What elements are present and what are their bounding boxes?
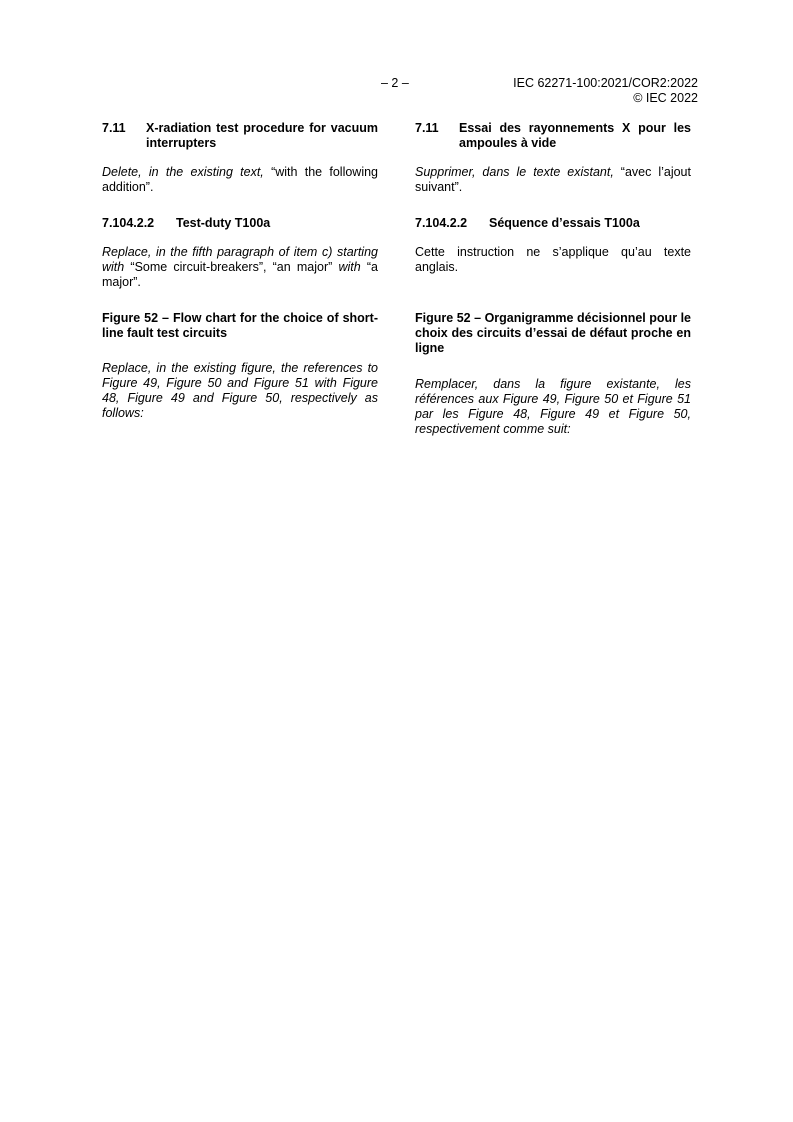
en-figure-52-body [102, 361, 378, 421]
fr-section-7-11 [415, 121, 691, 151]
section-number: 7.11 [415, 121, 439, 135]
section-title: X-radiation test procedure for vacuum interrupters [146, 121, 378, 150]
fr-section-7-104-2-2-heading [415, 216, 691, 231]
instruction-text-end: “a major”. [102, 260, 378, 289]
en-section-7-104-2-2-heading [102, 216, 378, 231]
instruction-connector: with [338, 260, 361, 274]
section-number: 7.104.2.2 [102, 216, 155, 230]
en-section-7-11 [102, 121, 378, 151]
instruction-text: “with the following addition”. [102, 165, 379, 194]
fr-figure-52-body [415, 377, 691, 437]
en-section-7-11-body [102, 165, 378, 195]
document-header [513, 76, 698, 106]
page-number: – 2 – [381, 76, 409, 90]
section-number: 7.11 [102, 121, 126, 135]
instruction-verb: Replace, in the fifth paragraph of item c) starting with [102, 245, 378, 274]
fr-section-7-104-2-2 [415, 216, 691, 231]
section-title: Essai des rayonnements X pour les ampoules à vide [459, 121, 691, 150]
copyright-notice: © IEC 2022 [633, 91, 698, 105]
instruction-verb: Supprimer, dans le texte existant, [415, 165, 614, 179]
section-number: 7.104.2.2 [415, 216, 468, 230]
instruction-verb: Delete, in the existing text, [102, 165, 264, 179]
instruction-text: “Some circuit-breakers”, “an major” [124, 260, 339, 274]
section-title: Séquence d’essais T100a [489, 216, 640, 230]
instruction-text: Remplacer, dans la figure existante, les références aux Figure 49, Figure 50 et Figure 51 par les Figure 48, Figure 49 et Figure 50, respectivement comme suit: [415, 377, 691, 436]
fr-section-7-11-body [415, 165, 691, 195]
en-section-7-11-heading [102, 121, 378, 151]
fr-section-7-104-2-2-body: Cette instruction ne s’applique qu’au texte anglais. [415, 245, 691, 274]
en-section-7-104-2-2 [102, 216, 378, 231]
fr-figure-52-title: Figure 52 – Organigramme décisionnel pour le choix des circuits d’essai de défaut proche en ligne [415, 311, 691, 355]
instruction-text: Replace, in the existing figure, the references to Figure 49, Figure 50 and Figure 51 with Figure 48, Figure 49 and Figure 50, respectively as follows: [102, 361, 378, 420]
instruction-text: “avec l’ajout suivant”. [415, 165, 691, 194]
fr-section-7-11-heading [415, 121, 691, 151]
document-id: IEC 62271-100:2021/COR2:2022 [513, 76, 698, 90]
en-figure-52-title: Figure 52 – Flow chart for the choice of short-line fault test circuits [102, 311, 378, 340]
section-title: Test-duty T100a [176, 216, 271, 230]
en-section-7-104-2-2-body [102, 245, 378, 290]
